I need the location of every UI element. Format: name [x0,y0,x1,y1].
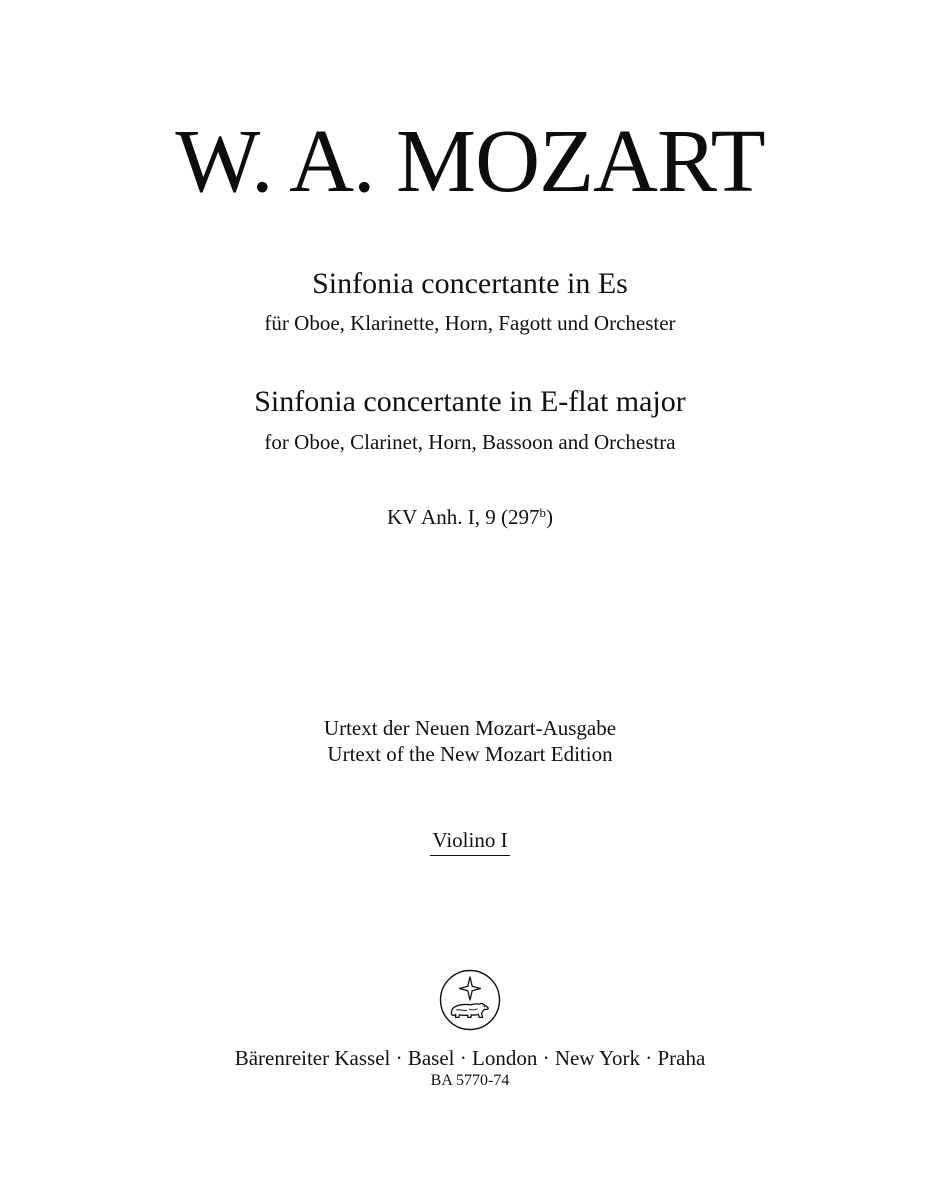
edition-note-german: Urtext der Neuen Mozart-Ausgabe [323,716,617,740]
instrumentation-english: for Oboe, Clarinet, Horn, Bassoon and Orchestra [264,430,676,454]
catalog-number-superscript: b [539,505,546,520]
catalog-number [0,503,940,531]
catalog-number-main: KV Anh. I, 9 (297 [387,505,540,529]
composer-name: W. A. MOZART [175,112,765,211]
work-title-german: Sinfonia concertante in Es [312,267,628,300]
catalog-number-close: ) [545,505,553,529]
instrumentation-german: für Oboe, Klarinette, Horn, Fagott und Orchester [264,311,676,335]
order-number: BA 5770-74 [430,1072,510,1089]
baerenreiter-bear-star-logo-icon [439,969,501,1031]
publisher-line: Bärenreiter Kassel · Basel · London · New York · Praha [234,1046,706,1070]
part-name: Violino I [430,826,509,856]
edition-note-english: Urtext of the New Mozart Edition [327,742,613,766]
work-title-english: Sinfonia concertante in E-flat major [254,385,686,418]
part-label [0,826,940,856]
